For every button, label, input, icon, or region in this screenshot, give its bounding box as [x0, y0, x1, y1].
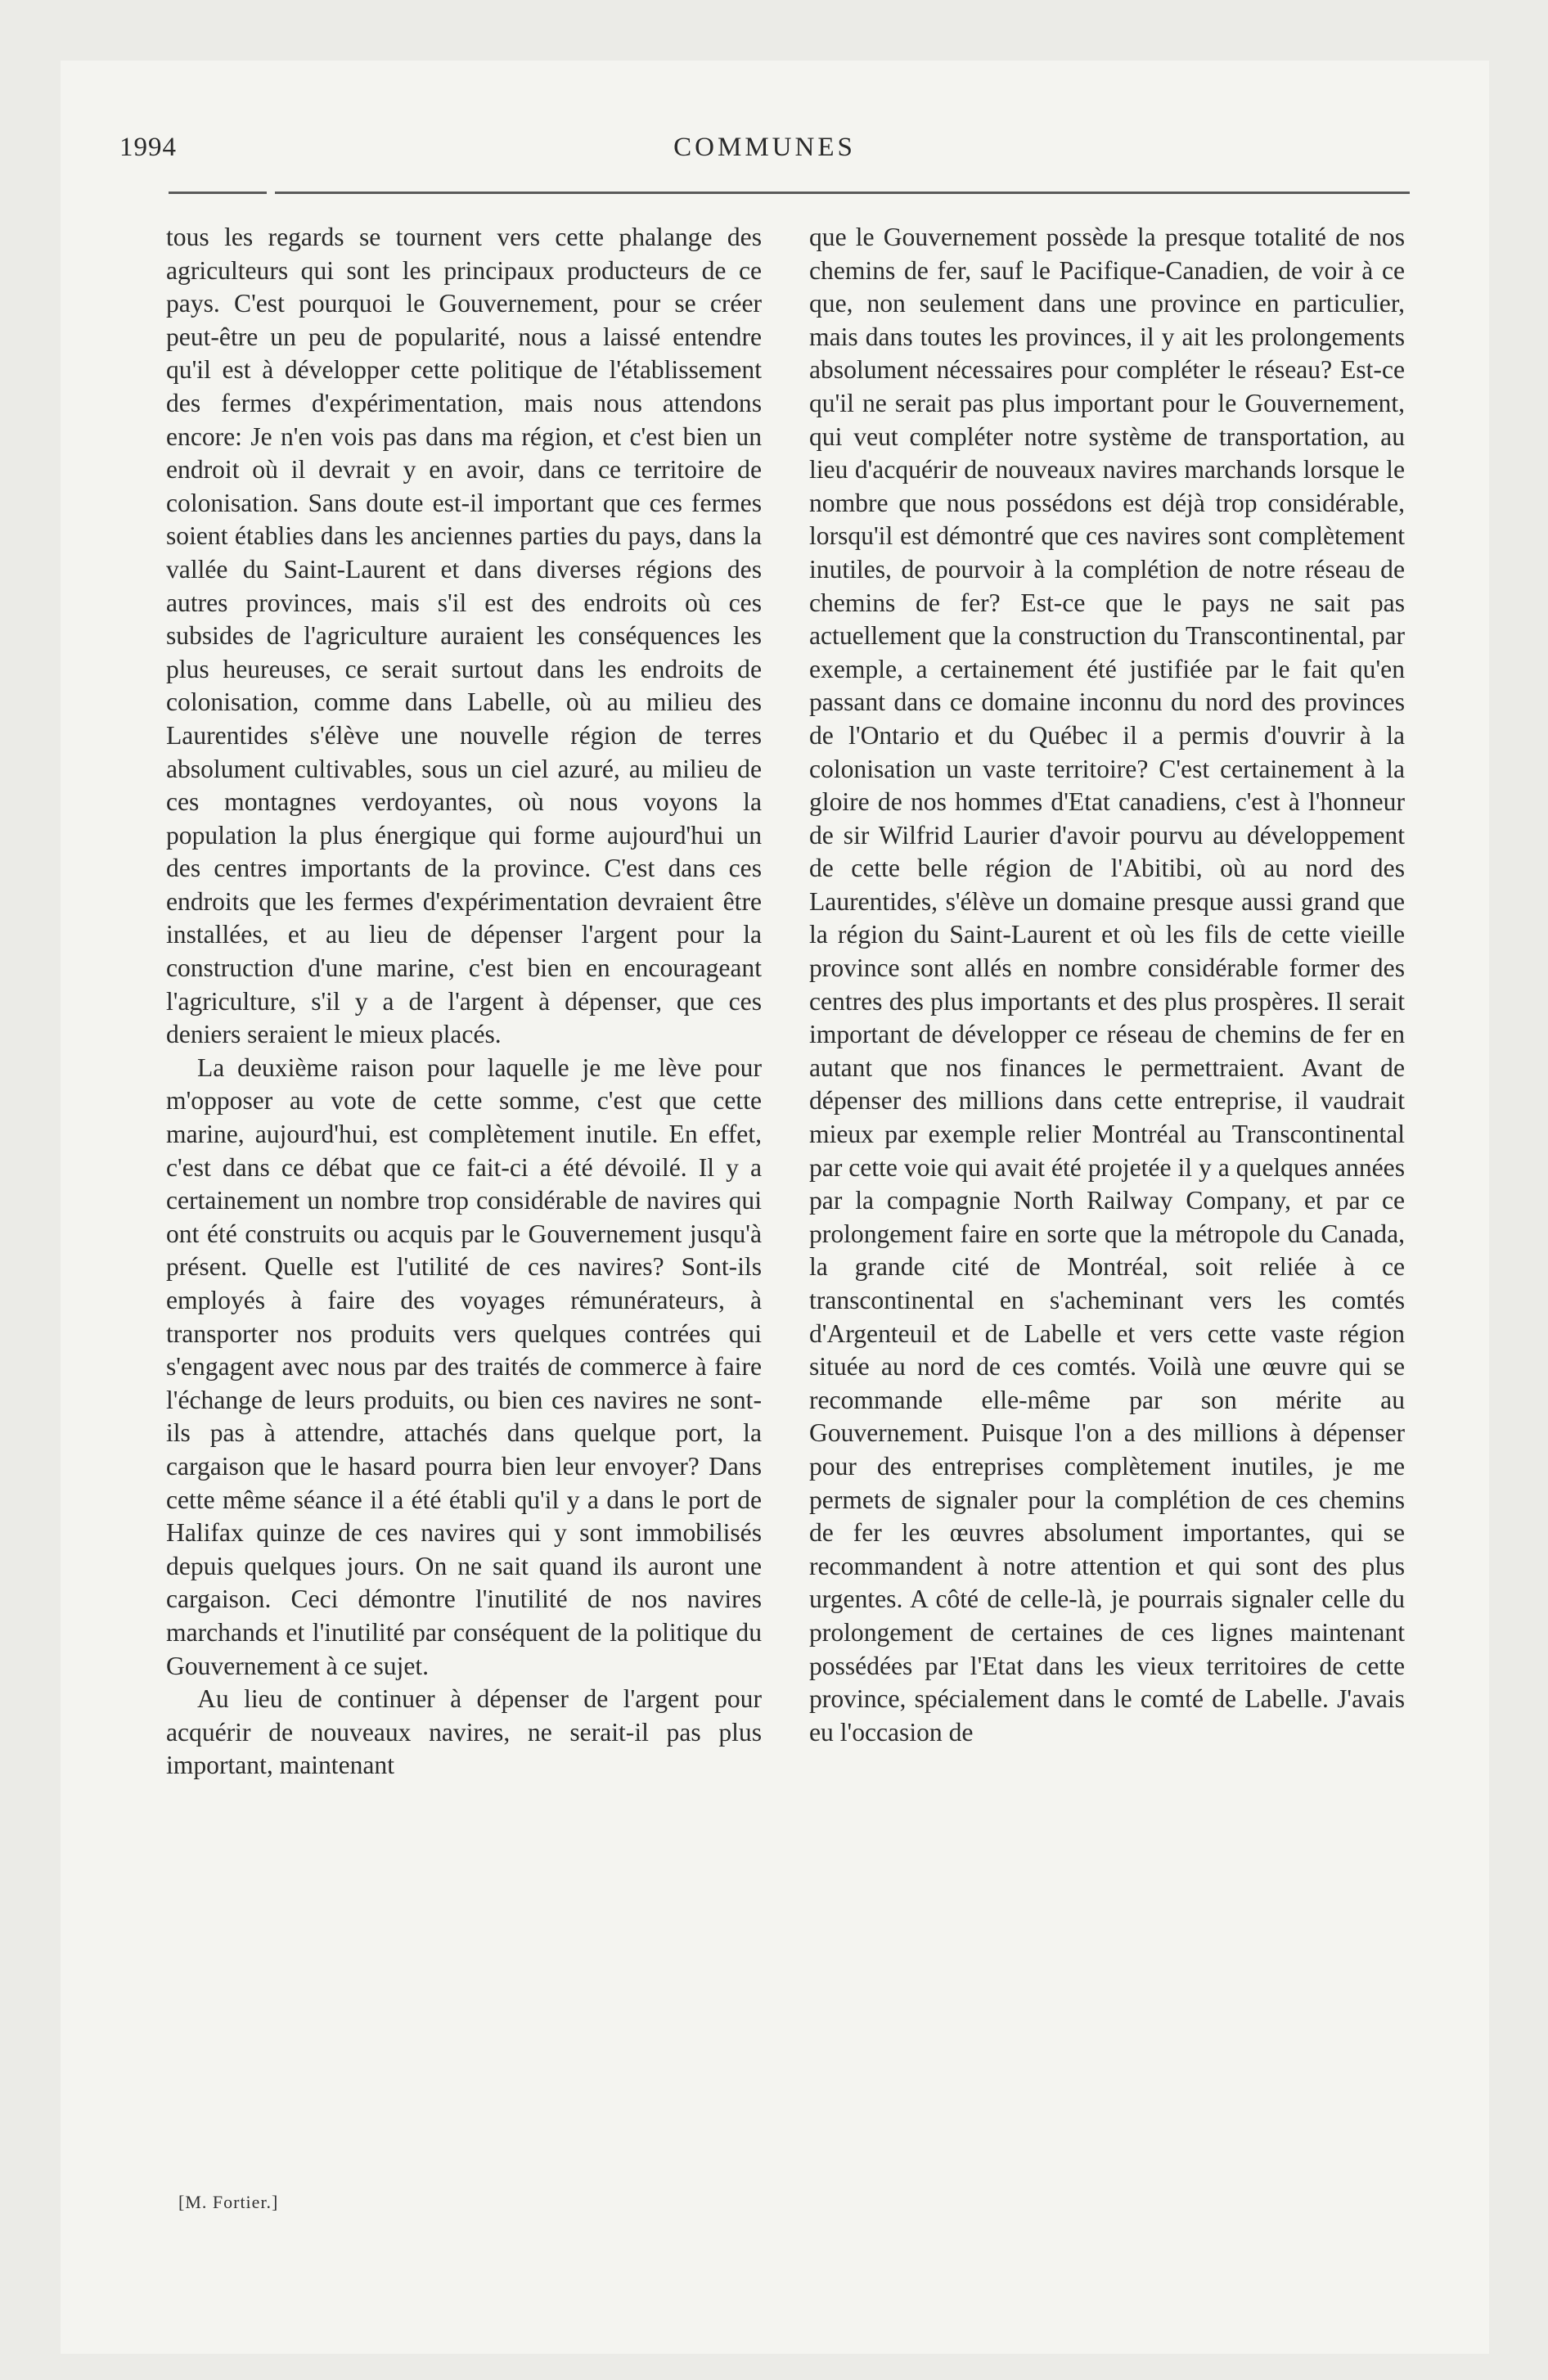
paragraph: que le Gouvernement possède la presque totalité de nos chemins de fer, sauf le Pacifique-Canadien, de voir à ce que, non seulement dans une province en particulier, mais dans toutes les provinces, il y ait les prolongements absolument nécessaires pour compléter le réseau? Est-ce qu'il ne serait pas plus important pour le Gouvernement, qui veut compléter notre système de transportation, au lieu d'acquérir de nouveaux navires marchands lorsque le nombre que nous possédons est déjà trop considérable, lorsqu'il est démontré que ces navires sont complètement inutiles, de pourvoir à la complétion de notre réseau de chemins de fer? Est-ce que le pays ne sait pas actuellement que la construction du Transcontinental, par exemple, a certainement été justifiée par le fait qu'en passant dans ce domaine inconnu du nord des provinces de l'Ontario et du Québec il a permis d'ouvrir à la colonisation un vaste territoire? C'est certainement à la gloire de nos hommes d'Etat canadiens, c'est à l'honneur de sir Wilfrid Laurier d'avoir pourvu au développement de cette belle région de l'Abitibi, où au nord des Laurentides, s'élève un domaine presque aussi grand que la région du Saint-Laurent et où les fils de cette vieille province sont allés en nombre considérable former des centres des plus importants et des plus prospères. Il serait important de développer ce réseau de chemins de fer en autant que nos finances le permettraient. Avant de dépenser des millions dans cette entreprise, il vaudrait mieux par exemple relier Montréal au Transcontinental par cette voie qui avait été projetée il y a quelques années par la compagnie North Railway Company, et par ce prolongement faire en sorte que la métropole du Canada, la grande cité de Montréal, soit reliée à ce transcontinental en s'acheminant vers les comtés d'Argenteuil et de Labelle et vers cette vaste région située au nord de ces comtés. Voilà une œuvre qui se recommande elle-même par son mérite au Gouvernement. Puisque l'on a des millions à dépenser pour des entreprises complètement inutiles, je me permets de signaler pour la complétion de ces chemins de fer les œuvres absolument importantes, qui se recommandent à notre attention et qui sont des plus urgentes. A côté de celle-là, je pourrais signaler celle du prolongement de certaines de ces lignes maintenant possédées par l'Etat dans les vieux territoires de cette province, spécialement dans le comté de Labelle. J'avais eu l'occasion de — [809, 223, 1405, 1747]
page-title: COMMUNES — [673, 133, 856, 162]
paragraph: Au lieu de continuer à dépenser de l'argent pour acquérir de nouveaux navires, ne serait-il pas plus important, maintenant — [166, 1684, 762, 1780]
page-number: 1994 — [119, 133, 177, 162]
left-column — [166, 221, 762, 1783]
paragraph: La deuxième raison pour laquelle je me lève pour m'opposer au vote de cette somme, c'est que cette marine, aujourd'hui, est complètement inutile. En effet, c'est dans ce débat que ce fait-ci a été dévoilé. Il y a certainement un nombre trop considérable de navires qui ont été construits ou acquis par le Gouvernement jusqu'à présent. Quelle est l'utilité de ces navires? Sont-ils employés à faire des voyages rémunérateurs, à transporter nos produits vers quelques contrées qui s'engagent avec nous par des traités de commerce à faire l'échange de leurs produits, ou bien ces navires ne sont-ils pas à attendre, attachés dans quelque port, la cargaison que le hasard pourra bien leur envoyer? Dans cette même séance il a été établi qu'il y a dans le port de Halifax quinze de ces navires qui y sont immobilisés depuis quelques jours. On ne sait quand ils auront une cargaison. Ceci démontre l'inutilité de nos navires marchands et l'inutilité par conséquent de la politique du Gouvernement à ce sujet. — [166, 1053, 762, 1680]
right-column — [809, 221, 1405, 1749]
header-rule-right — [275, 192, 1410, 194]
speaker-tag: [M. Fortier.] — [178, 2192, 279, 2212]
paragraph: tous les regards se tournent vers cette phalange des agriculteurs qui sont les principaux producteurs de ce pays. C'est pourquoi le Gouvernement, pour se créer peut-être un peu de popularité, nous a laissé entendre qu'il est à développer cette politique de l'établissement des fermes d'expérimentation, mais nous attendons encore: Je n'en vois pas dans ma région, et c'est bien un endroit où il devrait y en avoir, dans ce territoire de colonisation. Sans doute est-il important que ces fermes soient établies dans les anciennes parties du pays, dans la vallée du Saint-Laurent et dans diverses régions des autres provinces, mais s'il est des endroits où ces subsides de l'agriculture auraient les conséquences les plus heureuses, ce serait surtout dans les endroits de colonisation, comme dans Labelle, où au milieu des Laurentides s'élève une nouvelle région de terres absolument cultivables, sous un ciel azuré, au milieu de ces montagnes verdoyantes, où nous voyons la population la plus énergique qui forme aujourd'hui un des centres importants de la province. C'est dans ces endroits que les fermes d'expérimentation devraient être installées, et au lieu de dépenser l'argent pour la construction d'une marine, c'est bien en encourageant l'agriculture, s'il y a de l'argent à dépenser, que ces deniers seraient le mieux placés. — [166, 223, 762, 1049]
header-rule-left — [169, 192, 267, 194]
page-header — [119, 133, 1410, 165]
